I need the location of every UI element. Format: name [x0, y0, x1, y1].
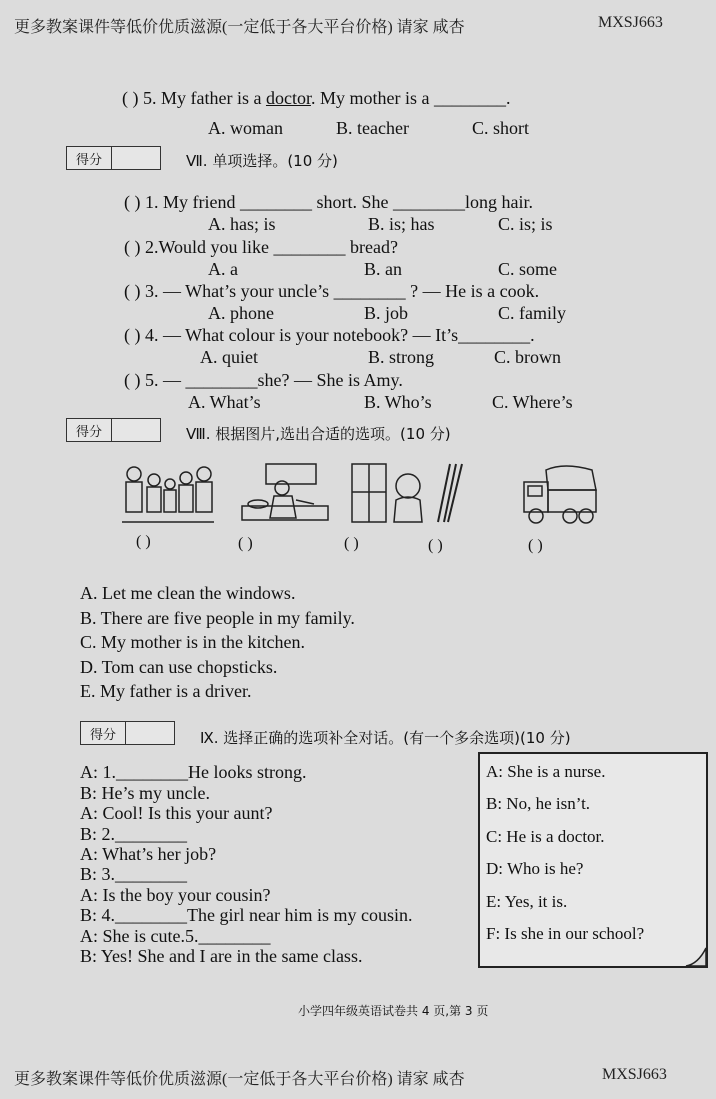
page-curl-icon — [684, 944, 708, 968]
s8-option-b: B. There are five people in my family. — [80, 608, 355, 628]
s7-q5-option-a: A. What’s — [188, 392, 261, 412]
score-label: 得分 — [81, 722, 126, 744]
s7-q5-option-b: B. Who’s — [364, 392, 432, 412]
s7-q3-option-a: A. phone — [208, 303, 274, 323]
picture-2-answer[interactable]: ( ) — [238, 535, 253, 552]
dialogue-line-5: A: What’s her job? — [80, 844, 217, 864]
s7-question-3: ( ) 3. — What’s your uncle’s ________ ? — He is a cook. — [124, 281, 540, 301]
banner-text: 更多教案课件等低价优质滋源(一定低于各大平台价格) 请家 咸杏 — [14, 1071, 465, 1088]
picture-4-answer[interactable]: ( ) — [428, 537, 443, 554]
choice-d: D: Who is he? — [486, 859, 584, 878]
choice-c: C: He is a doctor. — [486, 827, 605, 846]
s8-option-d: D. Tom can use chopsticks. — [80, 657, 278, 677]
section-9-title: Ⅸ. 选择正确的选项补全对话。(有一个多余选项)(10 分) — [200, 729, 571, 747]
score-blank[interactable] — [126, 722, 174, 744]
s7-q4-option-b: B. strong — [368, 347, 435, 367]
s8-option-c: C. My mother is in the kitchen. — [80, 632, 305, 652]
prev-q5-option-b: B. teacher — [336, 118, 409, 138]
picture-5-answer[interactable]: ( ) — [528, 537, 543, 554]
s7-question-2: ( ) 2.Would you like ________ bread? — [124, 237, 398, 257]
prev-question-5 — [122, 88, 510, 109]
banner-code: MXSJ663 — [602, 1066, 667, 1083]
truck-picture — [518, 460, 602, 528]
dialogue-line-9: A: She is cute.5.________ — [80, 926, 271, 946]
score-label: 得分 — [67, 147, 112, 169]
prev-q5-underlined-word: doctor — [265, 88, 311, 108]
s7-q5-option-c: C. Where’s — [492, 392, 573, 412]
top-banner — [14, 14, 663, 37]
s7-q1-option-c: C. is; is — [498, 214, 553, 234]
s7-q4-option-a: A. quiet — [200, 347, 258, 367]
section-7-title: Ⅶ. 单项选择。(10 分) — [186, 152, 338, 170]
score-label: 得分 — [67, 419, 112, 441]
prev-q5-stem-b: . My mother is a ________. — [310, 88, 511, 108]
score-blank[interactable] — [112, 147, 160, 169]
dialogue-line-7: A: Is the boy your cousin? — [80, 885, 271, 905]
bottom-banner — [14, 1066, 667, 1089]
s7-q1-option-b: B. is; has — [368, 214, 435, 234]
choice-f: F: Is she in our school? — [486, 924, 645, 943]
page-number-note: 小学四年级英语试卷共 4 页,第 3 页 — [298, 1004, 489, 1018]
choice-b: B: No, he isn’t. — [486, 794, 591, 813]
choice-e: E: Yes, it is. — [486, 892, 568, 911]
score-box-8 — [66, 418, 161, 442]
dialogue-line-3: A: Cool! Is this your aunt? — [80, 803, 273, 823]
dialogue-line-1: A: 1.________He looks strong. — [80, 762, 307, 782]
s7-q3-option-b: B. job — [364, 303, 409, 323]
picture-1-answer[interactable]: ( ) — [136, 533, 151, 550]
dialogue-line-8: B: 4.________The girl near him is my cousin. — [80, 905, 413, 925]
banner-code: MXSJ663 — [598, 14, 663, 31]
dialogue-line-4: B: 2.________ — [80, 824, 188, 844]
choice-a: A: She is a nurse. — [486, 762, 606, 781]
s7-q2-option-b: B. an — [364, 259, 402, 279]
dialogue-line-6: B: 3.________ — [80, 864, 188, 884]
kitchen-picture — [236, 460, 332, 528]
score-blank[interactable] — [112, 419, 160, 441]
picture-3-answer[interactable]: ( ) — [344, 535, 359, 552]
score-box-9 — [80, 721, 175, 745]
s8-option-e: E. My father is a driver. — [80, 681, 252, 701]
dialogue-line-10: B: Yes! She and I are in the same class. — [80, 946, 363, 966]
prev-q5-option-a: A. woman — [208, 118, 283, 138]
section-8-title: Ⅷ. 根据图片,选出合适的选项。(10 分) — [186, 425, 451, 443]
s7-q2-option-c: C. some — [498, 259, 558, 279]
s7-question-1: ( ) 1. My friend ________ short. She ________long hair. — [124, 192, 533, 212]
score-box-7 — [66, 146, 161, 170]
s7-q4-option-c: C. brown — [494, 347, 561, 367]
s7-question-4: ( ) 4. — What colour is your notebook? — It’s________. — [124, 325, 535, 345]
s7-q2-option-a: A. a — [208, 259, 238, 279]
dialogue-line-2: B: He’s my uncle. — [80, 783, 210, 803]
s8-option-a: A. Let me clean the windows. — [80, 583, 296, 603]
banner-text: 更多教案课件等低价优质滋源(一定低于各大平台价格) 请家 咸杏 — [14, 19, 465, 36]
prev-q5-option-c: C. short — [472, 118, 530, 138]
chopsticks-picture — [420, 460, 480, 528]
s7-question-5: ( ) 5. — ________she? — She is Amy. — [124, 370, 403, 390]
answer-choices-box — [478, 752, 708, 968]
family-picture — [120, 460, 216, 528]
prev-q5-stem-a: ( ) 5. My father is a — [122, 88, 266, 108]
s7-q3-option-c: C. family — [498, 303, 566, 323]
s7-q1-option-a: A. has; is — [208, 214, 276, 234]
